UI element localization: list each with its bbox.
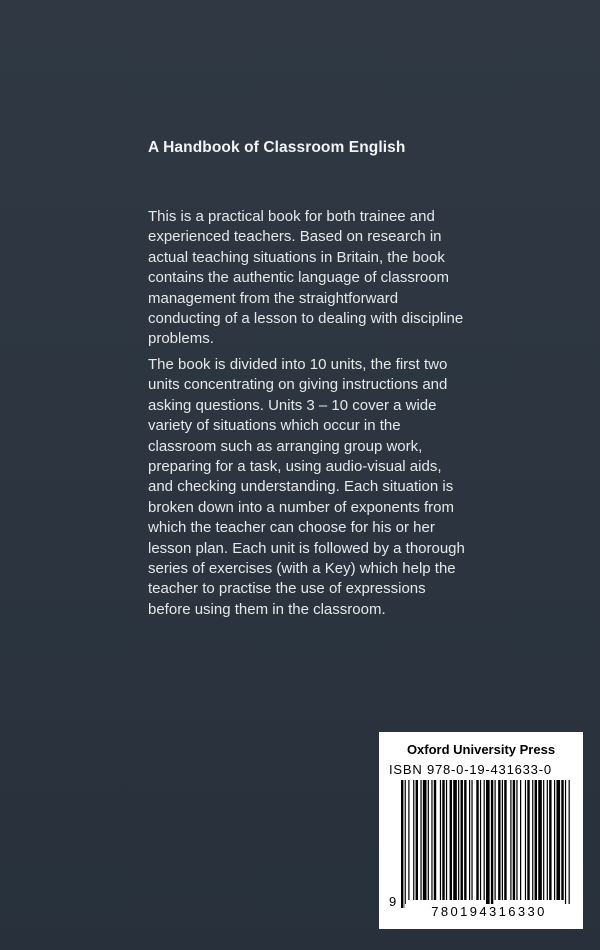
barcode-bar [554, 780, 555, 900]
barcode-bar [484, 780, 485, 900]
barcode-bar [471, 780, 472, 900]
barcode-bar [476, 780, 478, 900]
barcode-bar [458, 780, 459, 900]
barcode-bar [502, 780, 503, 900]
barcode-bar [495, 780, 496, 900]
isbn-barcode-block [379, 732, 583, 929]
ean-first-digit: 9 [389, 894, 397, 909]
barcode-bar [408, 780, 409, 900]
barcode-bar [549, 780, 551, 900]
barcode-bar [510, 780, 511, 900]
barcode-bar [464, 780, 466, 900]
barcode-bar [491, 780, 493, 908]
barcode-bar [413, 780, 414, 900]
barcode [389, 780, 573, 920]
description-paragraph-1: This is a practical book for both trainee and experienced teachers. Based on research in actual teaching situations in Britain, the book contains the authentic language of classroom management from the straightforward conducting of a lesson to dealing with discipline problems. [148, 208, 464, 348]
ean-digits: 780194316330 [405, 904, 573, 922]
barcode-bar [450, 780, 452, 900]
barcode-bar [561, 780, 563, 900]
barcode-bar [565, 780, 566, 908]
barcode-bar [480, 780, 481, 900]
barcode-bar [504, 780, 506, 900]
barcode-bar [420, 780, 421, 900]
barcode-bar [556, 780, 560, 900]
barcode-bar [446, 780, 447, 900]
barcode-bar [405, 780, 406, 908]
barcode-bar [416, 780, 418, 900]
barcode-bar [469, 780, 470, 900]
barcode-bar [461, 780, 463, 900]
barcode-bar [423, 780, 427, 900]
barcode-bar [428, 780, 429, 900]
barcode-bar [520, 780, 521, 900]
barcode-bar [431, 780, 432, 900]
barcode-bar [453, 780, 457, 900]
barcode-bar [538, 780, 542, 900]
isbn-number: ISBN 978-0-19-431633-0 [389, 762, 552, 777]
barcode-bar [535, 780, 537, 900]
barcode-bar [498, 780, 500, 900]
barcode-bar [442, 780, 444, 900]
barcode-bar [569, 780, 570, 908]
barcode-bar [527, 780, 529, 900]
barcode-bar [401, 780, 403, 908]
barcode-bars [401, 780, 571, 908]
publisher-name: Oxford University Press [406, 742, 556, 757]
barcode-bar [547, 780, 548, 900]
barcode-bar [516, 780, 517, 900]
description-paragraph-2: The book is divided into 10 units, the first two units concentrating on giving instructions and asking questions. Units 3 – 10 cover a wide variety of situations which occur in the classroom such as arranging group work, preparing for a task, using audio-visual aids, and checking understanding. Each situation is broken down into a number of exponents from which the teacher can choose for his or her lesson plan. Each unit is followed by a thorough series of exercises (with a Key) which help the teacher to practise the use of expressions before using them in the classroom. [148, 356, 465, 618]
barcode-bar [532, 780, 533, 900]
barcode-bar [525, 780, 526, 900]
barcode-bar [543, 780, 544, 900]
barcode-bar [486, 780, 490, 908]
barcode-bar [440, 780, 441, 900]
book-title: A Handbook of Classroom English [148, 139, 406, 156]
barcode-bar [513, 780, 515, 900]
barcode-bar [434, 780, 436, 900]
